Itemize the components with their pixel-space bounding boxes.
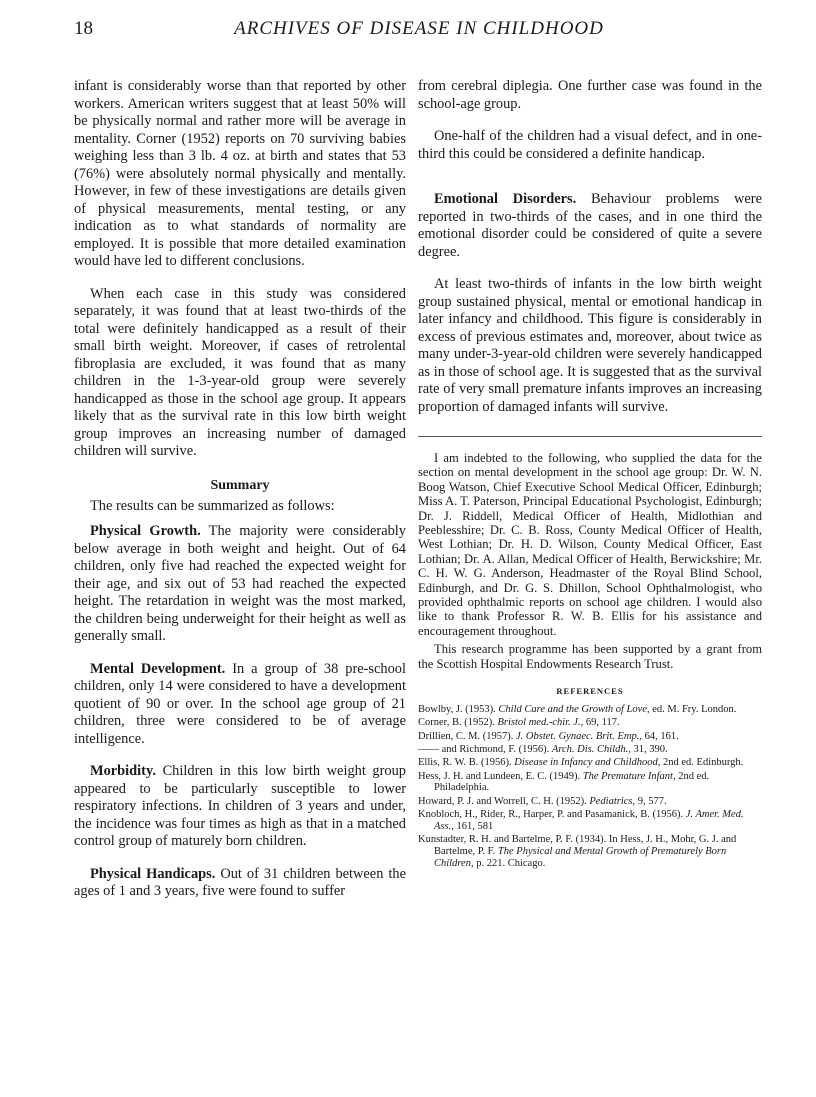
summary-physical-handicaps <box>74 866 406 901</box>
run-in-heading: Morbidity. <box>90 763 156 779</box>
right-column <box>418 78 762 871</box>
acknowledgements: I am indebted to the following, who supplied the data for the section on mental development in the school age group: Dr. W. N. Boog Watson, Chief Executive School Medical Officer, Edinburgh; Miss A. T. Paterson, Principal Educational Psychologist, Edinburgh; Dr. J. Riddell, Medical Officer of Health, Midlothian and Peeblesshire; Dr. C. B. Ross, County Medical Officer of Health, West Lothian; Dr. H. D. Wilson, County Medical Officer, East Lothian; Dr. A. Allan, Medical Officer of Health, Berwickshire; Mr. C. H. W. G. Anderson, Headmaster of the Royal Blind School, Edinburgh, and Dr. G. S. Dhillon, School Ophthalmologist, who provided ophthalmic reports on school age children. I would also like to thank Professor R. W. B. Ellis for his assistance and encouragement throughout. <box>418 451 762 638</box>
summary-morbidity <box>74 763 406 851</box>
summary-emotional-disorders <box>418 191 762 261</box>
reference-item: Kunstadter, R. H. and Bartelme, P. F. (1934). In Hess, J. H., Mohr, G. J. and Bartelme, P. F. The Physical and Mental Growth of Prematurely Born Children, p. 221. Chicago. <box>418 834 737 869</box>
summary-text: Children in this low birth weight group appeared to be particularly susceptible to lower respiratory infections. In children of 3 years and under, the incidence was four times as high as that in a matched control group of maturely born children. <box>74 763 407 849</box>
reference-item: Knobloch, H., Rider, R., Harper, P. and Pasamanick, B. (1956). J. Amer. Med. Ass., 161, 581 <box>418 808 744 832</box>
reference-item: Hess, J. H. and Lundeen, E. C. (1949). The Premature Infant, 2nd ed. Philadelphia. <box>418 770 710 794</box>
page-number: 18 <box>74 18 93 39</box>
summary-text: Out of 31 children between the ages of 1 and 3 years, five were found to suffer <box>74 865 406 899</box>
run-in-heading: Emotional Disorders. <box>434 191 577 207</box>
reference-item: —— and Richmond, F. (1956). Arch. Dis. Childh., 31, 390. <box>418 743 668 755</box>
summary-mental-development <box>74 661 406 749</box>
summary-physical-growth <box>74 523 406 646</box>
references-heading: REFERENCES <box>556 686 624 697</box>
body-paragraph: infant is considerably worse than that reported by other workers. American writers suggest that at least 50% will be physically normal and rather more will be average in mentality. Corner (1952) reports on 70 surviving babies weighing less than 3 lb. 4 oz. at birth and states that 53 (76%) were absolutely normal physically and mentally. However, in few of these investigations are details given of physical measurements, mental testing, or any indication as to what standards of normality are employed. It is possible that more detailed examination would have led to different conclusions. <box>74 78 406 269</box>
body-paragraph: When each case in this study was considered separately, it was found that at least two-thirds of the total were definitely handicapped as a result of their small birth weight. Moreover, if cases of retrolental fibroplasia are excluded, it was found that as many children in the 1-3-year-old group were severely handicapped as those in the school age group. It appears likely that as the survival rate in this low birth weight group improves an increasing number of damaged children will survive. <box>74 285 406 459</box>
run-in-heading: Physical Growth. <box>90 523 201 539</box>
reference-item: Corner, B. (1952). Bristol med.-chir. J., 69, 117. <box>418 717 620 729</box>
body-paragraph: One-half of the children had a visual defect, and in one-third this could be considered a definite handicap. <box>418 128 762 162</box>
body-paragraph: from cerebral diplegia. One further case was found in the school-age group. <box>418 78 762 112</box>
summary-text: The majority were considerably below average in both weight and height. Out of 64 children, only five had reached the expected weight for their age, and six out of 53 had reached the expected height. The retardation in weight was the most marked, the children being underweight for their height as well as generally small. <box>74 523 406 644</box>
page-header <box>74 18 764 48</box>
funding-note: This research programme has been supported by a grant from the Scottish Hospital Endowments Research Trust. <box>418 642 762 671</box>
summary-text: Behaviour problems were reported in two-thirds of the cases, and in one third the emotional disorder could be considered of quite a severe degree. <box>418 191 762 260</box>
section-divider <box>418 436 762 437</box>
summary-heading: Summary <box>210 477 270 493</box>
summary-text: In a group of 38 pre-school children, only 14 were considered to have a development quotient of 90 or over. In the school age group of 21 children, three were considered to be of average intelligence. <box>74 660 406 747</box>
left-column <box>74 78 406 901</box>
conclusion-paragraph: At least two-thirds of infants in the low birth weight group sustained physical, mental or emotional handicap in later infancy and childhood. This figure is considerably in excess of previous estimates and, moreover, about twice as many under-3-year-old children were severely handicapped as in those of school age. It is suggested that as the survival rate of very small premature infants improves an increasing proportion of damaged infants will survive. <box>418 276 762 415</box>
reference-item: Drillien, C. M. (1957). J. Obstet. Gynaec. Brit. Emp., 64, 161. <box>418 730 679 742</box>
reference-item: Howard, P. J. and Worrell, C. H. (1952). Pediatrics, 9, 577. <box>418 795 667 807</box>
references-list <box>418 704 762 869</box>
run-in-heading: Mental Development. <box>90 660 226 677</box>
reference-item: Ellis, R. W. B. (1956). Disease in Infancy and Childhood, 2nd ed. Edinburgh. <box>418 757 744 769</box>
run-in-heading: Physical Handicaps. <box>90 865 216 882</box>
summary-intro: The results can be summarized as follows: <box>90 497 335 514</box>
journal-title: ARCHIVES OF DISEASE IN CHILDHOOD <box>234 18 604 39</box>
reference-item: Bowlby, J. (1953). Child Care and the Growth of Love, ed. M. Fry. London. <box>418 704 737 716</box>
